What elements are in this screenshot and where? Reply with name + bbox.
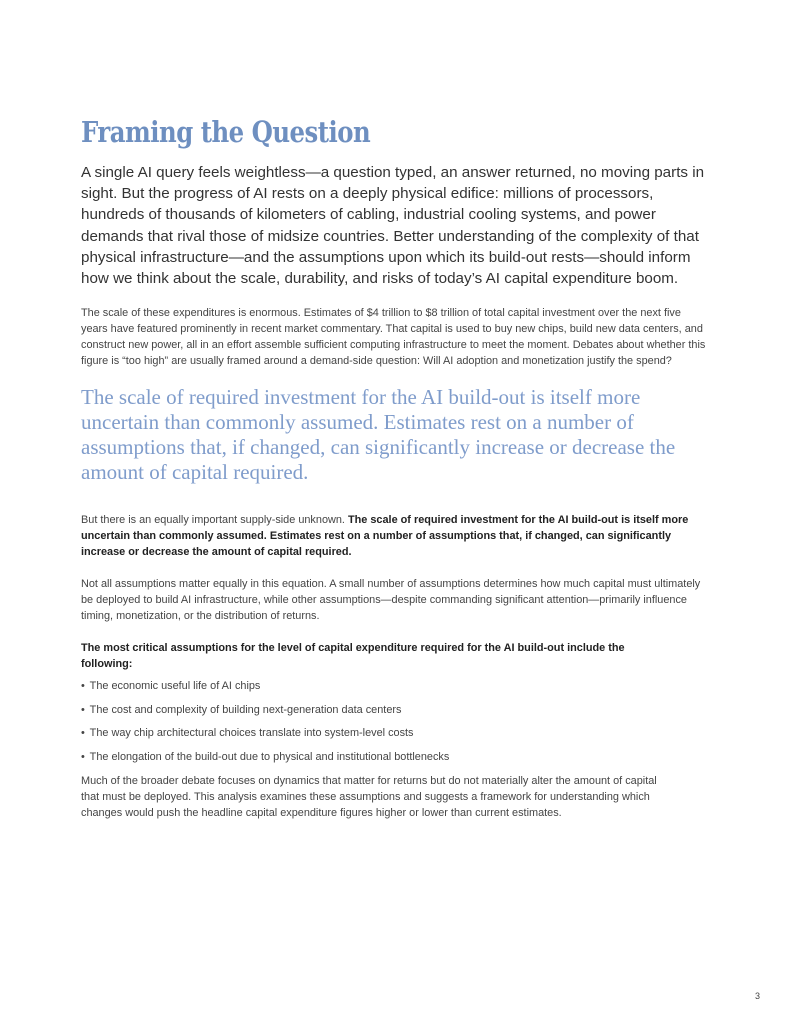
list-item (81, 702, 711, 718)
bullet-marker: • (81, 751, 85, 763)
paragraph-supply (81, 512, 691, 560)
bullet-marker: • (81, 727, 85, 740)
list-item-text: The way chip architectural choices translate into system-level costs (89, 727, 414, 740)
paragraph-supply-intro: But there is an equally important supply-side unknown. (81, 514, 345, 527)
section-title: Framing the Question (81, 115, 371, 149)
page-number: 3 (754, 991, 760, 1001)
list-item (81, 749, 711, 765)
pull-quote: The scale of required investment for the AI build-out is itself more uncertain than commonly assumed. Estimates rest on a number of assumptions that, if changed, can significantly increase or decrease the amount of capital required. (81, 385, 676, 485)
list-item (81, 725, 711, 741)
paragraph-scale: The scale of these expenditures is enormous. Estimates of $4 trillion to $8 trillion of total capital investment over the next five years have featured prominently in recent market commentary. That capital is used to buy new chips, build new data centers, and construct new power, all in an effort assemble sufficient computing infrastructure to meet the moment. Debates about whether this figure is “too high” are usually framed around a demand-side question: Will AI adoption and monetization justify the spend? (81, 307, 706, 368)
bullet-marker: • (81, 680, 85, 693)
paragraph-broader: Much of the broader debate focuses on dynamics that matter for returns but do not materially alter the amount of capital that must be deployed. This analysis examines these assumptions and suggests a framework for understanding which changes would push the headline capital expenditure figures higher or lower than current estimates. (81, 775, 657, 819)
bullet-marker: • (81, 703, 85, 716)
paragraph-not-all: Not all assumptions matter equally in this equation. A small number of assumptions determines how much capital must ultimately be deployed to build AI infrastructure, while other assumptions—despite commanding significant attention—primarily influence timing, monetization, or the distribution of returns. (81, 578, 701, 623)
assumptions-list (81, 678, 711, 765)
list-item (81, 678, 711, 694)
list-item-text: The economic useful life of AI chips (89, 680, 261, 693)
page-content (81, 112, 711, 821)
list-item-text: The cost and complexity of building next-generation data centers (89, 703, 402, 716)
paragraph-supply-bold: The scale of required investment for the AI build-out is itself more uncertain than commonly assumed. Estimates rest on a number of assumptions that, if changed, can significantly increase or decrease the amount of capital required. (81, 514, 689, 559)
lead-paragraph: A single AI query feels weightless—a question typed, an answer returned, no moving parts in sight. But the progress of AI rests on a deeply physical edifice: millions of processors, hundreds of thousands of kilometers of cabling, industrial cooling systems, and power demands that rival those of midsize countries. Better understanding of the complexity of that physical infrastructure—and the assumptions upon which its build-out rests—should inform how we think about the scale, durability, and risks of today’s AI capital expenditure boom. (81, 164, 705, 288)
paragraph-critical: The most critical assumptions for the level of capital expenditure required for the AI build-out include the following: (81, 642, 625, 671)
list-item-text: The elongation of the build-out due to physical and institutional bottlenecks (89, 751, 450, 763)
